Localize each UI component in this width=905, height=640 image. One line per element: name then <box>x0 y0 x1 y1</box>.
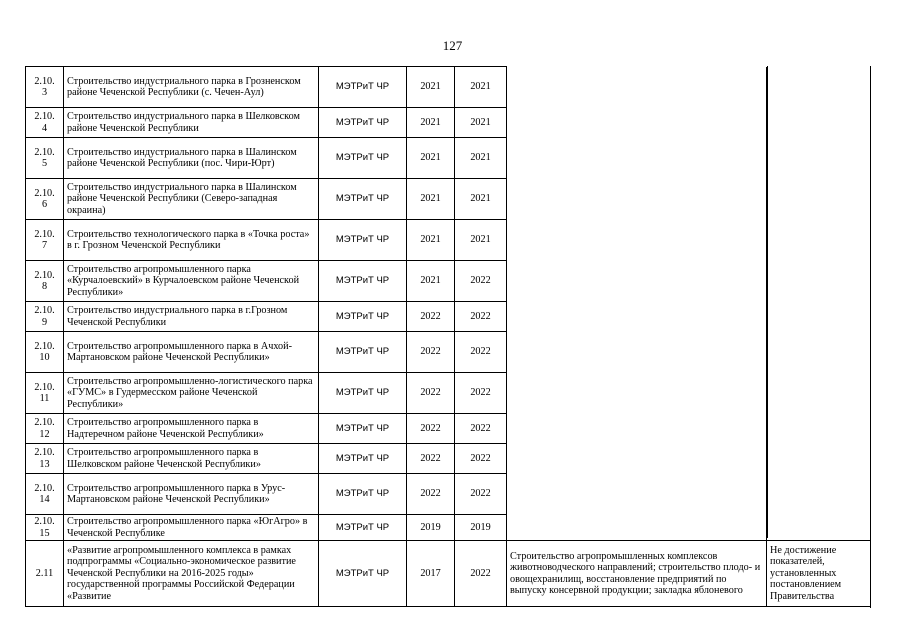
end-year: 2021 <box>455 108 507 138</box>
start-year: 2021 <box>407 179 455 220</box>
consequence <box>767 179 870 220</box>
row-number: 2.10. 9 <box>26 302 64 332</box>
executor: МЭТРиТ ЧР <box>319 515 407 541</box>
row-number: 2.10. 3 <box>26 67 64 108</box>
end-year: 2021 <box>455 138 507 179</box>
executor: МЭТРиТ ЧР <box>319 302 407 332</box>
expected-result <box>507 220 767 261</box>
table-row <box>26 414 870 444</box>
measure-name: Строительство индустриального парка в Грозненском районе Чеченской Республики (с. Чечен-Аул) <box>64 67 319 108</box>
expected-result <box>507 515 767 541</box>
end-year: 2022 <box>455 414 507 444</box>
table-row <box>26 108 870 138</box>
consequence <box>767 261 870 302</box>
consequence <box>767 67 870 108</box>
table-row <box>26 474 870 515</box>
executor: МЭТРиТ ЧР <box>319 179 407 220</box>
expected-result <box>507 332 767 373</box>
consequence <box>767 108 870 138</box>
start-year: 2022 <box>407 302 455 332</box>
table-row <box>26 220 870 261</box>
row-number: 2.10. 15 <box>26 515 64 541</box>
end-year: 2022 <box>455 302 507 332</box>
start-year: 2019 <box>407 515 455 541</box>
consequence <box>767 332 870 373</box>
executor: МЭТРиТ ЧР <box>319 414 407 444</box>
table-row <box>26 179 870 220</box>
indicator-column-border <box>767 66 768 538</box>
table-body <box>26 67 870 607</box>
start-year: 2022 <box>407 332 455 373</box>
measure-name: Строительство технологического парка в «Точка роста» в г. Грозном Чеченской Республики <box>64 220 319 261</box>
expected-result <box>507 373 767 414</box>
table-row <box>26 302 870 332</box>
measure-name: Строительство индустриального парка в г.Грозном Чеченской Республики <box>64 302 319 332</box>
row-number: 2.10. 5 <box>26 138 64 179</box>
executor: МЭТРиТ ЧР <box>319 541 407 607</box>
end-year: 2019 <box>455 515 507 541</box>
row-number: 2.10. 10 <box>26 332 64 373</box>
row-number: 2.10. 8 <box>26 261 64 302</box>
table-row <box>26 332 870 373</box>
end-year: 2022 <box>455 541 507 607</box>
row-number: 2.10. 6 <box>26 179 64 220</box>
executor: МЭТРиТ ЧР <box>319 220 407 261</box>
end-year: 2021 <box>455 67 507 108</box>
expected-result <box>507 108 767 138</box>
table-row <box>26 67 870 108</box>
table-row <box>26 444 870 474</box>
start-year: 2022 <box>407 414 455 444</box>
expected-result: Строительство агропромышленных комплексов животноводческого направлений; строительство плодо- и овощехранилищ, восстановление предприятий по выпуску консервной продукции; закладка яблоневого <box>507 541 767 607</box>
start-year: 2021 <box>407 108 455 138</box>
expected-result <box>507 179 767 220</box>
measure-name: Строительство агропромышленного парка в Ачхой-Мартановском районе Чеченской Республики» <box>64 332 319 373</box>
start-year: 2021 <box>407 67 455 108</box>
measure-name: Строительство агропромышленного парка в Шелковском районе Чеченской Республики» <box>64 444 319 474</box>
end-year: 2022 <box>455 444 507 474</box>
measure-name: Строительство индустриального парка в Шалинском районе Чеченской Республики (пос. Чири-Юрт) <box>64 138 319 179</box>
executor: МЭТРиТ ЧР <box>319 138 407 179</box>
measure-name: «Развитие агропромышленного комплекса в рамках подпрограммы «Социально-экономическое развитие Чеченской Республики на 2016-2025 годы» государственной программы Российской Федерации «Развитие <box>64 541 319 607</box>
table-row <box>26 373 870 414</box>
consequence <box>767 302 870 332</box>
executor: МЭТРиТ ЧР <box>319 332 407 373</box>
expected-result <box>507 302 767 332</box>
consequence <box>767 474 870 515</box>
start-year: 2021 <box>407 138 455 179</box>
executor: МЭТРиТ ЧР <box>319 261 407 302</box>
row-number: 2.11 <box>26 541 64 607</box>
expected-result <box>507 414 767 444</box>
consequence <box>767 414 870 444</box>
executor: МЭТРиТ ЧР <box>319 108 407 138</box>
row-number: 2.10. 13 <box>26 444 64 474</box>
expected-result <box>507 444 767 474</box>
consequence: Не достижение показателей, установленных постановлением Правительства <box>767 541 870 607</box>
end-year: 2021 <box>455 220 507 261</box>
end-year: 2022 <box>455 332 507 373</box>
consequence <box>767 220 870 261</box>
row-number: 2.10. 4 <box>26 108 64 138</box>
row-number: 2.10. 7 <box>26 220 64 261</box>
measure-name: Строительство агропромышленного парка «Курчалоевский» в Курчалоевском районе Чеченской Республики» <box>64 261 319 302</box>
measure-name: Строительство агропромышленного парка в Урус-Мартановском районе Чеченской Республики» <box>64 474 319 515</box>
row-number: 2.10. 11 <box>26 373 64 414</box>
expected-result <box>507 67 767 108</box>
table-right-border <box>870 66 871 608</box>
executor: МЭТРиТ ЧР <box>319 373 407 414</box>
expected-result <box>507 138 767 179</box>
end-year: 2021 <box>455 179 507 220</box>
measure-name: Строительство индустриального парка в Шелковском районе Чеченской Республики <box>64 108 319 138</box>
consequence <box>767 515 870 541</box>
page-number: 127 <box>442 38 463 53</box>
consequence <box>767 444 870 474</box>
executor: МЭТРиТ ЧР <box>319 474 407 515</box>
table-row <box>26 541 870 607</box>
end-year: 2022 <box>455 373 507 414</box>
expected-result <box>507 474 767 515</box>
executor: МЭТРиТ ЧР <box>319 67 407 108</box>
table-row <box>26 515 870 541</box>
table-row <box>26 261 870 302</box>
start-year: 2021 <box>407 261 455 302</box>
start-year: 2022 <box>407 373 455 414</box>
end-year: 2022 <box>455 474 507 515</box>
start-year: 2021 <box>407 220 455 261</box>
consequence <box>767 138 870 179</box>
consequence <box>767 373 870 414</box>
measure-name: Строительство агропромышленно-логистического парка «ГУМС» в Гудермесском районе Чеченской Республики» <box>64 373 319 414</box>
row-number: 2.10. 12 <box>26 414 64 444</box>
end-year: 2022 <box>455 261 507 302</box>
start-year: 2017 <box>407 541 455 607</box>
program-measures-table <box>25 66 870 607</box>
executor: МЭТРиТ ЧР <box>319 444 407 474</box>
measure-name: Строительство агропромышленного парка в Надтеречном районе Чеченской Республики» <box>64 414 319 444</box>
start-year: 2022 <box>407 474 455 515</box>
measure-name: Строительство индустриального парка в Шалинском районе Чеченской Республики (Северо-западная окраина) <box>64 179 319 220</box>
row-number: 2.10. 14 <box>26 474 64 515</box>
measure-name: Строительство агропромышленного парка «ЮгАгро» в Чеченской Республике <box>64 515 319 541</box>
expected-result <box>507 261 767 302</box>
table-row <box>26 138 870 179</box>
start-year: 2022 <box>407 444 455 474</box>
